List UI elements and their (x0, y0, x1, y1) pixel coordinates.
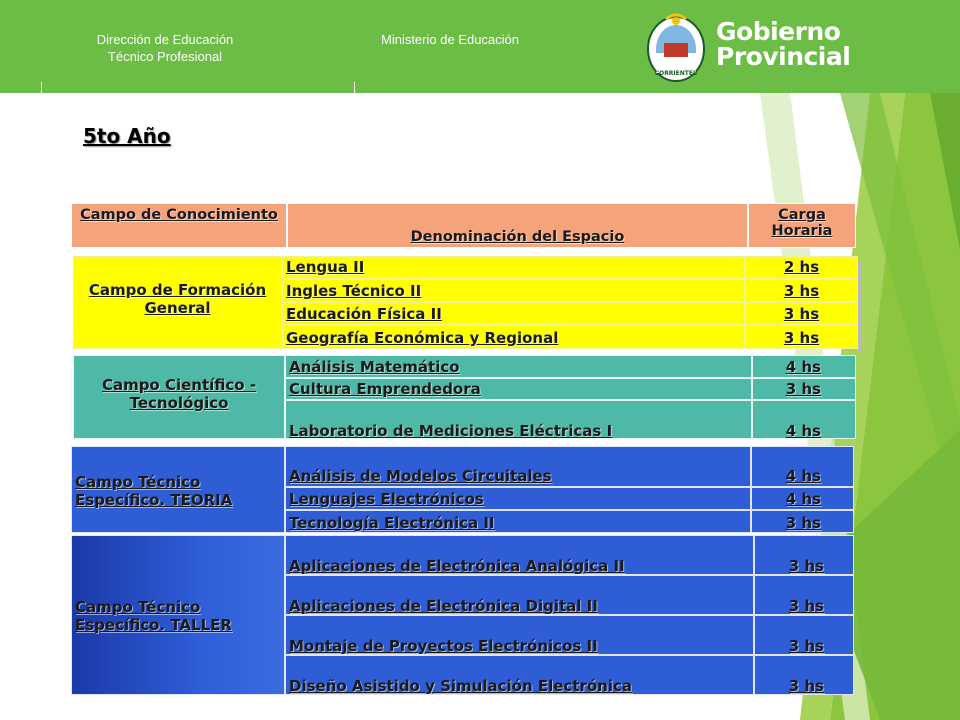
table-row (754, 655, 854, 695)
group-name-general-label: Campo de Formación General (88, 281, 267, 317)
header-direccion-line2: Técnico Profesional (107, 49, 223, 64)
table-row (745, 256, 858, 279)
cell-horas: 3 hs (788, 597, 824, 615)
page-title: 5to Año (83, 124, 171, 148)
table-row (285, 510, 751, 533)
cell-espacio: Educación Física II (286, 305, 442, 323)
cell-horas: 3 hs (783, 305, 820, 323)
group-name-taller-label: Campo Técnico Específico. TALLER (75, 598, 232, 634)
gobierno-provincial-logo (716, 19, 850, 69)
cell-espacio: Cultura Emprendedora (289, 380, 481, 398)
cell-espacio: Ingles Técnico II (286, 282, 422, 300)
cell-horas: 4 hs (785, 422, 821, 440)
table-header-campo-label: Campo de Conocimiento (80, 207, 278, 223)
table-row (752, 400, 856, 439)
cell-espacio: Aplicaciones de Electrónica Analógica II (289, 557, 625, 575)
table-row (751, 510, 854, 533)
table-row (752, 355, 856, 378)
cell-horas: 2 hs (783, 258, 820, 276)
table-row (285, 575, 754, 615)
table-row (285, 355, 752, 378)
cell-horas: 3 hs (788, 557, 824, 575)
table-header-carga (748, 203, 856, 248)
cell-horas: 4 hs (785, 467, 821, 485)
cell-horas: 3 hs (785, 514, 821, 532)
table-row (745, 279, 858, 302)
group-name-teoria (71, 446, 285, 533)
brand-line1: Gobierno (716, 17, 841, 46)
table-row (282, 279, 745, 302)
table-row (754, 575, 854, 615)
table-row (285, 446, 751, 487)
cell-espacio: Lengua II (286, 258, 365, 276)
brand-line2: Provincial (716, 42, 851, 71)
cell-horas: 3 hs (785, 380, 821, 398)
cell-espacio: Aplicaciones de Electrónica Digital II (289, 597, 598, 615)
cell-espacio: Laboratorio de Mediciones Eléctricas I (289, 422, 613, 440)
header-ministerio: Ministerio de Educación (380, 32, 520, 47)
seal-text: CORRIENTES (654, 70, 698, 77)
group-name-taller (71, 535, 285, 695)
cell-espacio: Diseño Asistido y Simulación Electrónica (289, 677, 633, 695)
table-row (282, 256, 745, 279)
table-header-denominacion (287, 203, 748, 248)
cell-espacio: Análisis Matemático (289, 358, 460, 376)
table-row (745, 302, 858, 325)
table-row (745, 325, 858, 349)
table-header-denominacion-label: Denominación del Espacio (410, 229, 625, 245)
table-row (285, 378, 752, 400)
table-row (751, 487, 854, 510)
cell-espacio: Análisis de Modelos Circuitales (289, 467, 552, 485)
group-name-cientifico (73, 355, 285, 439)
table-row (285, 535, 754, 575)
header-divider-tick (354, 82, 355, 93)
table-row (285, 615, 754, 655)
cell-espacio: Geografía Económica y Regional (286, 329, 559, 347)
cell-horas: 4 hs (785, 490, 821, 508)
cell-horas: 3 hs (788, 637, 824, 655)
cell-horas: 3 hs (783, 329, 820, 347)
corrientes-seal-icon (646, 11, 706, 83)
header-divider-tick (41, 82, 42, 93)
cell-espacio: Lenguajes Electrónicos (289, 490, 484, 508)
table-row (285, 655, 754, 695)
cell-horas: 3 hs (783, 282, 820, 300)
group-name-cientifico-label: Campo Científico - Tecnológico (101, 376, 257, 412)
table-row (282, 302, 745, 325)
cell-espacio: Tecnología Electrónica II (289, 514, 495, 532)
table-row (285, 487, 751, 510)
table-row (754, 535, 854, 575)
table-row (751, 446, 854, 487)
header-direccion (50, 31, 280, 65)
group-name-teoria-label: Campo Técnico Específico. TEORIA (75, 473, 233, 509)
table-row (752, 378, 856, 400)
header-direccion-line1: Dirección de Educación (96, 32, 234, 47)
row-shadow (858, 262, 861, 352)
table-row (285, 400, 752, 439)
table-header-campo (71, 203, 287, 248)
cell-horas: 4 hs (785, 358, 821, 376)
cell-horas: 3 hs (788, 677, 824, 695)
table-header-carga-label: Carga Horaria (771, 207, 833, 239)
table-row (754, 615, 854, 655)
cell-espacio: Montaje de Proyectos Electrónicos II (289, 637, 598, 655)
group-name-general (73, 256, 282, 349)
header-band (0, 0, 960, 93)
table-row (282, 325, 745, 349)
